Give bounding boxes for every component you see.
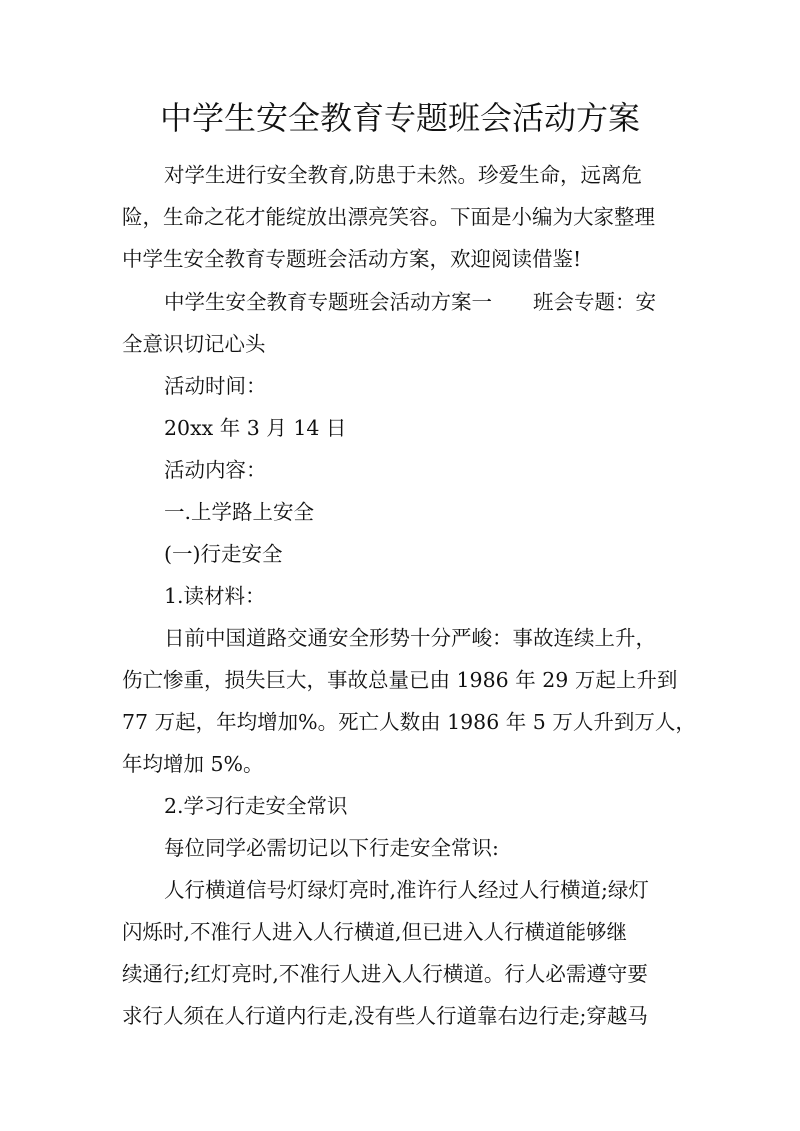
body-line: 日前中国道路交通安全形势十分严峻：事故连续上升， [164, 626, 656, 650]
subsection-heading: 1.读材料： [164, 584, 266, 608]
body-line: 续通行;红灯亮时,不准行人进入人行横道。行人必需遵守要 [122, 962, 648, 986]
date-line: 20xx 年 3 月 14 日 [164, 416, 347, 440]
subsection-heading: 2.学习行走安全常识 [164, 794, 348, 818]
body-line: 中学生安全教育专题班会活动方案一 班会专题：安 [164, 290, 656, 314]
section-heading: 活动时间： [164, 374, 267, 398]
body-line: 险，生命之花才能绽放出漂亮笑容。下面是小编为大家整理 [122, 205, 655, 229]
body-line: 对学生进行安全教育,防患于未然。珍爱生命，远离危 [164, 163, 643, 187]
subsection-heading: (一)行走安全 [164, 542, 283, 566]
body-line: 中学生安全教育专题班会活动方案，欢迎阅读借鉴! [122, 247, 582, 271]
section-heading: 活动内容： [164, 458, 267, 482]
body-line: 闪烁时,不准行人进入人行横道,但已进入人行横道能够继 [122, 920, 628, 944]
body-line: 年均增加 5%。 [122, 752, 264, 776]
body-line: 人行横道信号灯绿灯亮时,准许行人经过人行横道;绿灯 [164, 878, 649, 902]
document-title: 中学生安全教育专题班会活动方案 [159, 99, 640, 137]
body-line: 每位同学必需切记以下行走安全常识: [164, 836, 499, 860]
body-line: 求行人须在人行道内行走,没有些人行道靠右边行走;穿越马 [122, 1004, 648, 1028]
body-line: 77 万起，年均增加%。死亡人数由 1986 年 5 万人升到万人， [122, 710, 696, 734]
body-line: 伤亡惨重，损失巨大，事故总量已由 1986 年 29 万起上升到 [122, 668, 678, 692]
section-heading: 一.上学路上安全 [164, 500, 315, 524]
body-line: 全意识切记心头 [122, 332, 266, 356]
